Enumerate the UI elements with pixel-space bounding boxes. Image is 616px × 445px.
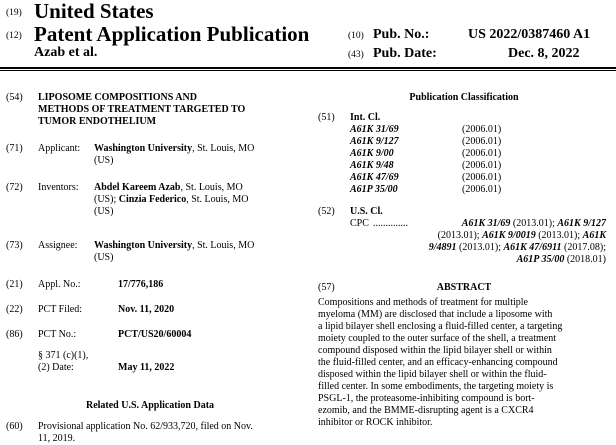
abstract-line: moiety coupled to the outer surface of the shell, a treatment xyxy=(318,333,556,344)
cpc-year-4: (2013.01) xyxy=(459,242,499,253)
provisional-line-1: Provisional application No. 62/933,720, filed on Nov. xyxy=(38,421,253,432)
cpc-code-3: A61K 9/0019 xyxy=(482,230,536,241)
int-cl-code-3: A61K 9/00 xyxy=(350,148,394,159)
inventors-label: Inventors: xyxy=(38,182,79,193)
pub-no: US 2022/0387460 A1 xyxy=(468,27,591,42)
cpc-code-1: A61K 31/69 xyxy=(461,218,511,229)
cpc-label: CPC xyxy=(350,218,369,229)
pct-no-code: (86) xyxy=(6,329,23,340)
country-code: (19) xyxy=(6,8,22,18)
assignee-label: Assignee: xyxy=(38,240,78,251)
applicant-label: Applicant: xyxy=(38,143,81,154)
abstract-line: inhibitor or ROCK inhibitor. xyxy=(318,417,433,428)
int-cl-year-5: (2006.01) xyxy=(462,172,502,183)
cpc-line-1: A61K 31/69 (2013.01); A61K 9/127 xyxy=(461,218,606,229)
pct-filed-label: PCT Filed: xyxy=(38,304,82,315)
int-cl-label: Int. Cl. xyxy=(350,112,381,123)
title-line-3: TUMOR ENDOTHELIUM xyxy=(38,116,157,127)
pct-no: PCT/US20/60004 xyxy=(118,329,192,340)
int-cl-code-1: A61K 31/69 xyxy=(350,124,399,135)
abstract-line: PSGL-1, the proteasome-inhibiting compound is bort- xyxy=(318,393,535,404)
applicant-country: (US) xyxy=(94,155,114,166)
inventor-2 xyxy=(94,194,248,206)
cpc-dots: .............. xyxy=(373,218,408,229)
int-cl-code: (51) xyxy=(318,112,335,123)
inventor-2-name: Cinzia Federico xyxy=(118,194,187,205)
s371-line-1: § 371 (c)(1), xyxy=(38,350,89,361)
assignee-location: , St. Louis, MO xyxy=(192,240,255,251)
appl-no: 17/776,186 xyxy=(118,279,164,290)
abstract-heading: ABSTRACT xyxy=(436,282,492,293)
inventor-1 xyxy=(94,182,243,194)
pct-no-label: PCT No.: xyxy=(38,329,77,340)
int-cl-code-5: A61K 47/69 xyxy=(350,172,399,183)
assignee xyxy=(94,240,254,252)
cpc-year-2: (2013.01) xyxy=(437,230,477,241)
inventor-2-location: , St. Louis, MO xyxy=(186,194,249,205)
cpc-line-2: (2013.01); A61K 9/0019 (2013.01); A61K xyxy=(437,230,606,241)
abstract-line: disposed within the lipid bilayer shell or within the fluid- xyxy=(318,369,547,380)
cpc-year-1: (2013.01) xyxy=(512,218,553,229)
abstract-line: a lipid bilayer shell enclosing a fluid-filled center, a targeting xyxy=(318,321,563,332)
header-rule-thick xyxy=(0,67,616,69)
abstract-code: (57) xyxy=(318,282,335,293)
pub-date-label: Pub. Date: xyxy=(373,46,437,61)
country-name: United States xyxy=(34,0,154,23)
int-cl-code-6: A61P 35/00 xyxy=(350,184,398,195)
abstract-line: myeloma (MM) are disclosed that include a liposome with xyxy=(318,309,553,320)
related-heading: Related U.S. Application Data xyxy=(85,400,215,411)
applicant-location: , St. Louis, MO xyxy=(192,143,255,154)
s371-line-2: (2) Date: xyxy=(38,362,74,373)
provisional-line-2: 11, 2019. xyxy=(38,433,76,444)
title-code: (54) xyxy=(6,92,23,103)
appl-label: Appl. No.: xyxy=(38,279,81,290)
applicant xyxy=(94,143,254,155)
abstract-line: compound disposed within the lipid bilayer shell or within xyxy=(318,345,552,356)
assignee-code: (73) xyxy=(6,240,23,251)
cpc-year-3: (2013.01) xyxy=(538,230,578,241)
int-cl-year-1: (2006.01) xyxy=(462,124,502,135)
pub-no-label: Pub. No.: xyxy=(373,27,430,42)
authors: Azab et al. xyxy=(34,45,98,60)
s371-date: May 11, 2022 xyxy=(118,362,175,373)
abstract-line: Compositions and methods of treatment for multiple xyxy=(318,297,528,308)
applicant-name: Washington University xyxy=(94,143,193,154)
title-line-2: METHODS OF TREATMENT TARGETED TO xyxy=(38,104,246,115)
inventor-2-country: (US) xyxy=(94,206,114,217)
abstract-line: ezomib, and the BMME-disrupting agent is a CXCR4 xyxy=(318,405,534,416)
header-rule-thin xyxy=(0,70,616,71)
cpc-year-6: (2018.01) xyxy=(566,254,606,265)
int-cl-year-3: (2006.01) xyxy=(462,148,502,159)
pct-filed-code: (22) xyxy=(6,304,23,315)
inventor-1-country: (US); xyxy=(94,194,119,205)
abstract-line: filled center. In some embodiments, the targeting moiety is xyxy=(318,381,554,392)
inventors-code: (72) xyxy=(6,182,23,193)
int-cl-code-4: A61K 9/48 xyxy=(350,160,394,171)
cpc-year-5: (2017.08) xyxy=(564,242,604,253)
appl-code: (21) xyxy=(6,279,23,290)
int-cl-year-2: (2006.01) xyxy=(462,136,502,147)
int-cl-year-4: (2006.01) xyxy=(462,160,502,171)
pct-filed: Nov. 11, 2020 xyxy=(118,304,175,315)
assignee-country: (US) xyxy=(94,252,114,263)
provisional-code: (60) xyxy=(6,421,23,432)
cpc-line-3: 9/4891 (2013.01); A61K 47/6911 (2017.08); xyxy=(428,242,606,253)
applicant-code: (71) xyxy=(6,143,23,154)
cpc-code-6: A61P 35/00 xyxy=(516,254,565,265)
inventor-1-location: , St. Louis, MO xyxy=(180,182,243,193)
pub-no-code: (10) xyxy=(348,31,364,41)
cpc-code-5: A61K 47/6911 xyxy=(503,242,562,253)
cpc-code-4-tail: 9/4891 xyxy=(428,242,457,253)
abstract-line: the fluid-filled center, and an efficacy-enhancing compound xyxy=(318,357,558,368)
doc-type: Patent Application Publication xyxy=(34,22,310,46)
us-cl-code: (52) xyxy=(318,206,335,217)
pub-class-heading: Publication Classification xyxy=(409,92,519,103)
cpc-line-4 xyxy=(517,254,606,266)
int-cl-code-2: A61K 9/127 xyxy=(350,136,399,147)
pub-date: Dec. 8, 2022 xyxy=(508,46,580,61)
cpc-code-2: A61K 9/127 xyxy=(557,218,606,229)
us-cl-label: U.S. Cl. xyxy=(350,206,383,217)
int-cl-year-6: (2006.01) xyxy=(462,184,502,195)
pub-date-code: (43) xyxy=(348,50,364,60)
doc-type-code: (12) xyxy=(6,31,22,41)
assignee-name: Washington University xyxy=(94,240,193,251)
title-line-1: LIPOSOME COMPOSITIONS AND xyxy=(38,92,197,103)
inventor-1-name: Abdel Kareem Azab xyxy=(94,182,181,193)
